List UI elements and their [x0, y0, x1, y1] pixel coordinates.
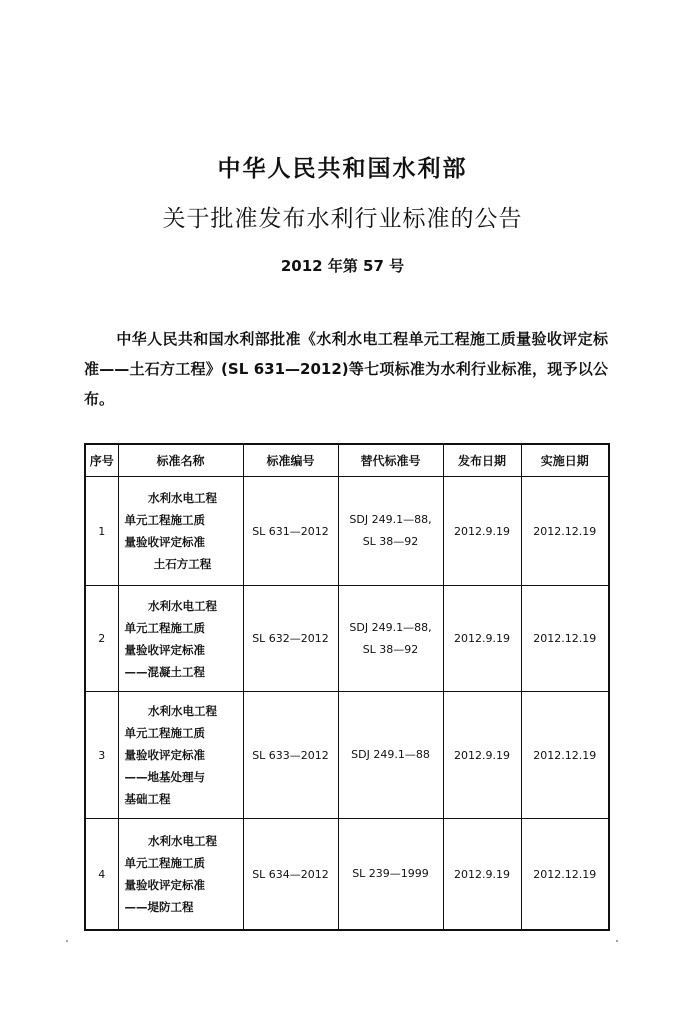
cell-effective: 2012.12.19 [521, 692, 609, 819]
name-line: 单元工程施工质 [124, 513, 205, 527]
table-row [85, 819, 609, 931]
replaces-line: SL 38—92 [362, 535, 419, 548]
name-line: ——混凝土工程 [124, 664, 205, 679]
name-line: 量验收评定标准 [124, 878, 205, 892]
col-header-no: 序号 [85, 444, 118, 477]
name-line: 水利水电工程 [148, 491, 217, 505]
cell-code: SL 632—2012 [243, 586, 338, 692]
cell-replaces [338, 819, 443, 931]
name-line: 土石方工程 [153, 557, 212, 571]
cell-name [118, 477, 243, 586]
cell-no: 4 [85, 819, 118, 931]
col-header-code: 标准编号 [243, 444, 338, 477]
replaces-line: SDJ 249.1—88 [351, 748, 430, 761]
replaces-line: SL 38—92 [362, 642, 419, 656]
name-line: 单元工程施工质 [124, 620, 205, 635]
name-line: 量验收评定标准 [124, 642, 205, 657]
announcement-number: 2012 年第 57 号 [280, 257, 405, 275]
cell-replaces [338, 477, 443, 586]
col-header-name: 标准名称 [118, 444, 243, 477]
cell-code: SL 631—2012 [243, 477, 338, 586]
name-line: 量验收评定标准 [124, 748, 205, 762]
name-line: 水利水电工程 [148, 704, 217, 718]
cell-name [118, 586, 243, 692]
table-row [85, 477, 609, 586]
name-line: 水利水电工程 [148, 834, 217, 848]
cell-issued: 2012.9.19 [443, 477, 521, 586]
name-line: ——地基处理与 [124, 770, 205, 784]
col-header-issued: 发布日期 [443, 444, 521, 477]
cell-no: 2 [85, 586, 118, 692]
scan-speck [66, 940, 68, 942]
cell-effective: 2012.12.19 [521, 477, 609, 586]
cell-name [118, 692, 243, 819]
cell-effective: 2012.12.19 [521, 586, 609, 692]
cell-name [118, 819, 243, 931]
name-line: 单元工程施工质 [124, 856, 205, 870]
cell-no: 3 [85, 692, 118, 819]
table-row [85, 692, 609, 819]
announcement-title: 关于批准发布水利行业标准的公告 [162, 206, 523, 232]
replaces-line: SDJ 249.1—88, [349, 513, 432, 526]
table-header-row [85, 444, 609, 477]
standards-table [84, 443, 610, 931]
cell-issued: 2012.9.19 [443, 692, 521, 819]
col-header-effective: 实施日期 [521, 444, 609, 477]
intro-text: 中华人民共和国水利部批准《水利水电工程单元工程施工质量验收评定标准——土石方工程》(SL 631—2012)等七项标准为水利行业标准，现予以公布。 [84, 330, 608, 408]
name-line: ——堤防工程 [124, 900, 194, 914]
name-line: 单元工程施工质 [124, 726, 205, 740]
intro-paragraph [84, 324, 608, 414]
cell-no: 1 [85, 477, 118, 586]
name-line: 基础工程 [124, 792, 171, 806]
scan-speck [616, 940, 618, 942]
cell-issued: 2012.9.19 [443, 586, 521, 692]
cell-issued: 2012.9.19 [443, 819, 521, 931]
table-row [85, 586, 609, 692]
col-header-replaces: 替代标准号 [338, 444, 443, 477]
cell-effective: 2012.12.19 [521, 819, 609, 931]
name-line: 水利水电工程 [148, 598, 217, 613]
name-line: 量验收评定标准 [124, 535, 205, 549]
cell-code: SL 634—2012 [243, 819, 338, 931]
ministry-heading: 中华人民共和国水利部 [217, 155, 468, 182]
replaces-line: SL 239—1999 [352, 867, 429, 880]
cell-replaces [338, 586, 443, 692]
cell-replaces [338, 692, 443, 819]
cell-code: SL 633—2012 [243, 692, 338, 819]
replaces-line: SDJ 249.1—88, [349, 620, 432, 634]
